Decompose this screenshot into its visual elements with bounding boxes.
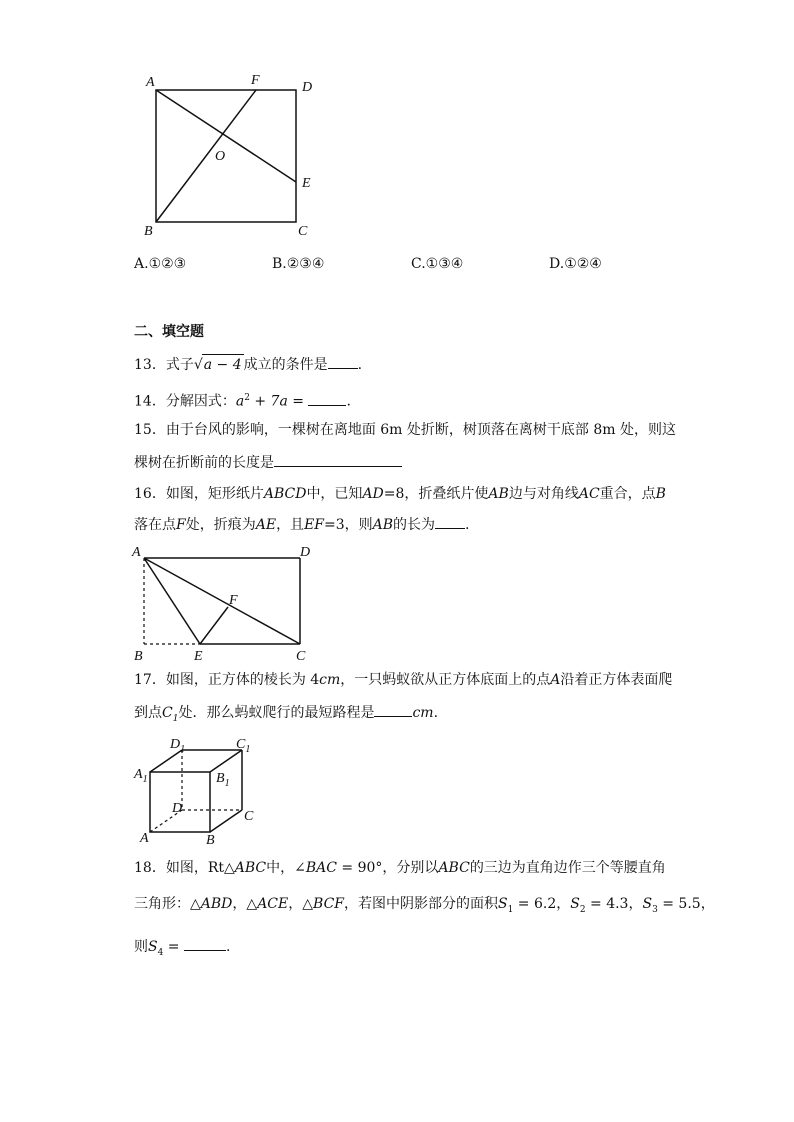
question-18-line2: 三角形：△ABD，△ACE，△BCF，若图中阴影部分的面积$S_1 = 6.2$，$S_2 = 4.3$，$S_3 = 5.5$， xyxy=(134,896,715,915)
option-c[interactable]: C.①③④ xyxy=(411,256,464,272)
question-15-line1: 15．由于台风的影响，一棵树在离地面 6m 处折断，树顶落在离树干底部 8m 处，则这 xyxy=(134,422,676,438)
fig2-label-a: A xyxy=(132,545,141,560)
fig2-label-b: B xyxy=(134,649,143,664)
q16-answer-blank[interactable] xyxy=(435,514,465,529)
q18-answer-blank[interactable] xyxy=(184,936,226,951)
fig3-label-d1: $D_1$ xyxy=(170,737,186,755)
fig2-label-e: E xyxy=(194,649,203,664)
option-a[interactable]: A.①②③ xyxy=(134,256,187,272)
question-16-line2: 落在点F处，折痕为AE，且EF=3，则AB的长为 . xyxy=(134,514,470,535)
q15-answer-blank[interactable] xyxy=(274,452,402,467)
option-d[interactable]: D.①②④ xyxy=(549,256,602,272)
question-13: 13．式子√a − 4 成立的条件是 . xyxy=(134,354,362,375)
question-14: 14．分解因式：$a^2 + 7a$ = . xyxy=(134,388,351,412)
figure-square-aobe xyxy=(140,70,330,240)
fig3-label-a1: $A_1$ xyxy=(134,767,148,785)
fig3-label-d: D xyxy=(172,801,183,816)
fig3-label-b: B xyxy=(206,833,215,846)
question-18-line3: 则$S_4$ = . xyxy=(134,936,230,963)
q13-answer-blank[interactable] xyxy=(328,354,358,369)
fig2-label-f: F xyxy=(229,593,238,608)
figure-cube xyxy=(130,734,270,846)
question-16-line1: 16．如图，矩形纸片ABCD中，已知AD=8，折叠纸片使AB边与对角线AC重合，点B xyxy=(134,486,666,502)
fig3-label-c: C xyxy=(244,809,254,824)
fig1-label-c: C xyxy=(298,224,308,239)
option-b[interactable]: B.②③④ xyxy=(272,256,325,272)
question-15-line2: 棵树在折断前的长度是 xyxy=(134,452,402,473)
figure-rectangle-fold xyxy=(128,540,328,666)
fig2-label-c: C xyxy=(296,649,306,664)
fig1-label-b: B xyxy=(144,224,153,239)
fig1-label-f: F xyxy=(251,73,260,88)
q13-radicand: a − 4 xyxy=(202,354,244,375)
fig3-label-c1: $C_1$ xyxy=(236,737,251,755)
question-17-line1: 17．如图，正方体的棱长为 4cm，一只蚂蚁欲从正方体底面上的点A沿着正方体表面爬 xyxy=(134,672,673,688)
fig3-label-a: A xyxy=(140,831,149,846)
q14-answer-blank[interactable] xyxy=(308,391,346,406)
question-18-line1: 18．如图，Rt△ABC中，∠BAC = 90°，分别以ABC的三边为直角边作三个等腰直角 xyxy=(134,860,666,876)
q17-answer-blank[interactable] xyxy=(374,702,412,717)
fig2-label-d: D xyxy=(300,545,311,560)
fig1-label-e: E xyxy=(302,176,311,191)
fig3-label-b1: $B_1$ xyxy=(216,771,230,789)
fig1-label-o: O xyxy=(215,149,226,164)
question-17-line2: 到点$C_1$处．那么蚂蚁爬行的最短路程是 cm. xyxy=(134,702,438,729)
section-heading: 二、填空题 xyxy=(134,324,204,340)
fig1-label-d: D xyxy=(302,80,313,95)
fig1-label-a: A xyxy=(146,75,155,90)
